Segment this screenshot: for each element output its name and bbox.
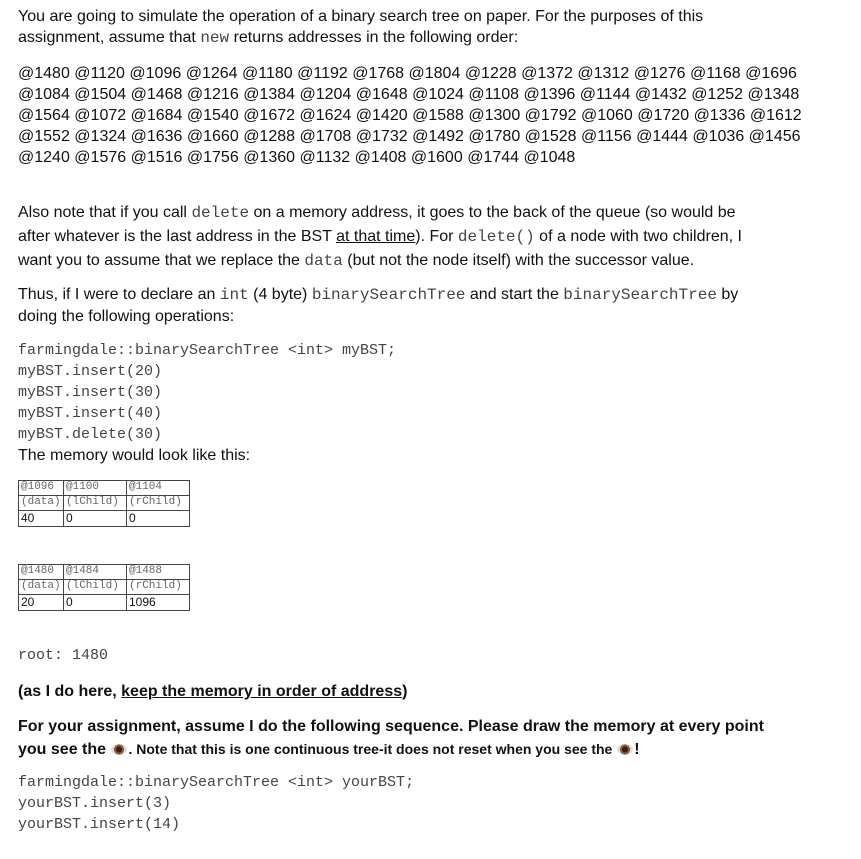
address-item: @1144: [579, 86, 631, 103]
address-item: @1024: [412, 86, 464, 103]
intro-code-new: new: [200, 29, 230, 47]
thus-c: and start the: [465, 286, 564, 303]
address-item: @1204: [299, 86, 352, 103]
assignment-line2-a: you see the: [18, 741, 111, 758]
mem-value: 40: [19, 511, 64, 527]
memory-look-text: The memory would look like this:: [18, 447, 251, 464]
address-item: @1408: [354, 149, 407, 166]
address-item: @1552: [18, 128, 70, 145]
address-item: @1648: [355, 86, 408, 103]
address-item: @1276: [633, 65, 686, 82]
delete-note-b: on a memory address, it goes to the back of the queue (so would be: [249, 204, 736, 221]
eye-icon: [111, 744, 127, 755]
address-item: @1708: [299, 128, 352, 145]
address-item: @1348: [747, 86, 800, 103]
delete-note-g: (but not the node itself) with the successor value.: [342, 252, 695, 269]
thus-code3: binarySearchTree: [563, 286, 717, 304]
delete-note-c: after whatever is the last address in the BST: [18, 228, 337, 245]
mem-value: 0: [64, 511, 127, 527]
address-item: @1564: [18, 107, 70, 124]
address-item: @1384: [243, 86, 296, 103]
address-item: @1216: [186, 86, 239, 103]
example-code-block: [18, 340, 396, 445]
address-item: @1504: [74, 86, 127, 103]
address-item: @1084: [18, 86, 70, 103]
address-item: @1768: [352, 65, 405, 82]
address-item: @1456: [748, 128, 801, 145]
mem-label: (rChild): [127, 580, 190, 595]
example-code-line: myBST.insert(20): [18, 363, 163, 380]
thus-code2: binarySearchTree: [311, 286, 466, 304]
delete-note-code1: delete: [191, 204, 250, 222]
address-item: @1804: [408, 65, 461, 82]
assignment-line2-c: !: [634, 741, 640, 758]
address-item: @1468: [130, 86, 183, 103]
address-item: @1600: [410, 149, 463, 166]
example-code-line: farmingdale::binarySearchTree <int> myBST;: [18, 342, 397, 359]
address-item: @1324: [74, 128, 127, 145]
mem-addr: @1484: [64, 565, 127, 580]
address-item: @1072: [74, 107, 127, 124]
address-item: @1360: [243, 149, 296, 166]
your-code-line: yourBST.insert(3): [18, 795, 172, 812]
mem-label: (lChild): [64, 496, 127, 511]
address-item: @1540: [186, 107, 239, 124]
address-item: @1288: [243, 128, 296, 145]
address-item: @1192: [297, 65, 348, 82]
address-item: @1336: [693, 107, 746, 124]
mem-value: 1096: [127, 595, 190, 611]
mem-value: 0: [64, 595, 127, 611]
mem-addr: @1104: [127, 481, 190, 496]
address-item: @1264: [185, 65, 238, 82]
address-list: [18, 63, 848, 168]
your-code-line: farmingdale::binarySearchTree <int> yourBST;: [18, 774, 415, 791]
order-note-a: (as I do here,: [18, 683, 122, 700]
thus-a: Thus, if I were to declare an: [18, 286, 220, 303]
example-code-line: myBST.insert(40): [18, 405, 163, 422]
address-item: @1060: [580, 107, 633, 124]
address-item: @1432: [634, 86, 687, 103]
address-item: @1228: [464, 65, 517, 82]
address-item: @1120: [74, 65, 125, 82]
root-line: root: 1480: [18, 647, 109, 664]
delete-note-d: ). For: [415, 228, 458, 245]
address-item: @1492: [412, 128, 464, 145]
address-item: @1660: [186, 128, 239, 145]
assignment-line2-b: . Note that this is one continuous tree-it does not reset when you see the: [128, 741, 617, 757]
address-item: @1480: [18, 65, 70, 82]
address-item: @1132: [299, 149, 351, 166]
example-code-line: myBST.insert(30): [18, 384, 163, 401]
mem-addr: @1100: [64, 481, 127, 496]
order-note-underline: keep the memory in order of address: [121, 683, 403, 700]
address-item: @1612: [749, 107, 802, 124]
thus-e: doing the following operations:: [18, 308, 235, 325]
address-item: @1444: [636, 128, 688, 145]
intro-paragraph: [18, 6, 848, 49]
address-item: @1792: [524, 107, 577, 124]
eye-icon: [617, 744, 633, 755]
mem-value: 0: [127, 511, 190, 527]
mem-addr: @1096: [19, 481, 64, 496]
address-item: @1312: [577, 65, 630, 82]
assignment-paragraph: [18, 716, 848, 761]
mem-value: 20: [19, 595, 64, 611]
delete-note-code3: data: [304, 252, 343, 270]
address-item: @1048: [523, 149, 576, 166]
delete-note-f: want you to assume that we replace the: [18, 252, 305, 269]
address-item: @1720: [637, 107, 690, 124]
address-item: @1684: [130, 107, 183, 124]
address-item: @1780: [468, 128, 521, 145]
address-item: @1732: [355, 128, 408, 145]
mem-label: (data): [19, 580, 64, 595]
address-item: @1420: [355, 107, 408, 124]
address-item: @1636: [130, 128, 183, 145]
address-item: @1240: [18, 149, 70, 166]
address-item: @1588: [412, 107, 464, 124]
address-item: @1576: [74, 149, 127, 166]
thus-paragraph: [18, 284, 848, 327]
intro-line1: You are going to simulate the operation of a binary search tree on paper. For the purposes of this: [18, 8, 704, 25]
address-item: @1396: [523, 86, 576, 103]
delete-note-paragraph: [18, 201, 848, 273]
address-item: @1168: [690, 65, 741, 82]
address-item: @1252: [691, 86, 744, 103]
order-note: [18, 681, 848, 702]
address-item: @1300: [468, 107, 521, 124]
mem-label: (data): [19, 496, 64, 511]
mem-label: (lChild): [64, 580, 127, 595]
mem-addr: @1488: [127, 565, 190, 580]
intro-line2-pre: assignment, assume that: [18, 29, 201, 46]
delete-note-code2: delete(): [457, 228, 535, 246]
your-code-block: [18, 772, 414, 835]
thus-b: (4 byte): [248, 286, 312, 303]
delete-note-e: of a node with two children, I: [534, 228, 742, 245]
address-item: @1156: [580, 128, 632, 145]
example-code-line: myBST.delete(30): [18, 426, 163, 443]
memory-block-2: [18, 564, 190, 611]
address-item: @1108: [468, 86, 520, 103]
address-item: @1096: [129, 65, 182, 82]
address-item: @1180: [242, 65, 293, 82]
intro-line2-post: returns addresses in the following order:: [229, 29, 519, 46]
address-item: @1528: [524, 128, 577, 145]
address-item: @1696: [745, 65, 797, 82]
thus-d: by: [716, 286, 739, 303]
address-item: @1372: [521, 65, 573, 82]
address-item: @1036: [692, 128, 745, 145]
address-item: @1744: [467, 149, 520, 166]
thus-code1: int: [219, 286, 249, 304]
your-code-line: yourBST.insert(14): [18, 816, 181, 833]
order-note-b: ): [402, 683, 408, 700]
mem-addr: @1480: [19, 565, 64, 580]
mem-label: (rChild): [127, 496, 190, 511]
address-item: @1624: [299, 107, 352, 124]
delete-note-underline: at that time: [336, 228, 416, 245]
delete-note-a: Also note that if you call: [18, 204, 192, 221]
assignment-line1: For your assignment, assume I do the following sequence. Please draw the memory at every point: [18, 718, 764, 735]
address-item: @1756: [186, 149, 239, 166]
address-item: @1672: [243, 107, 296, 124]
address-item: @1516: [130, 149, 183, 166]
memory-block-1: [18, 480, 190, 527]
